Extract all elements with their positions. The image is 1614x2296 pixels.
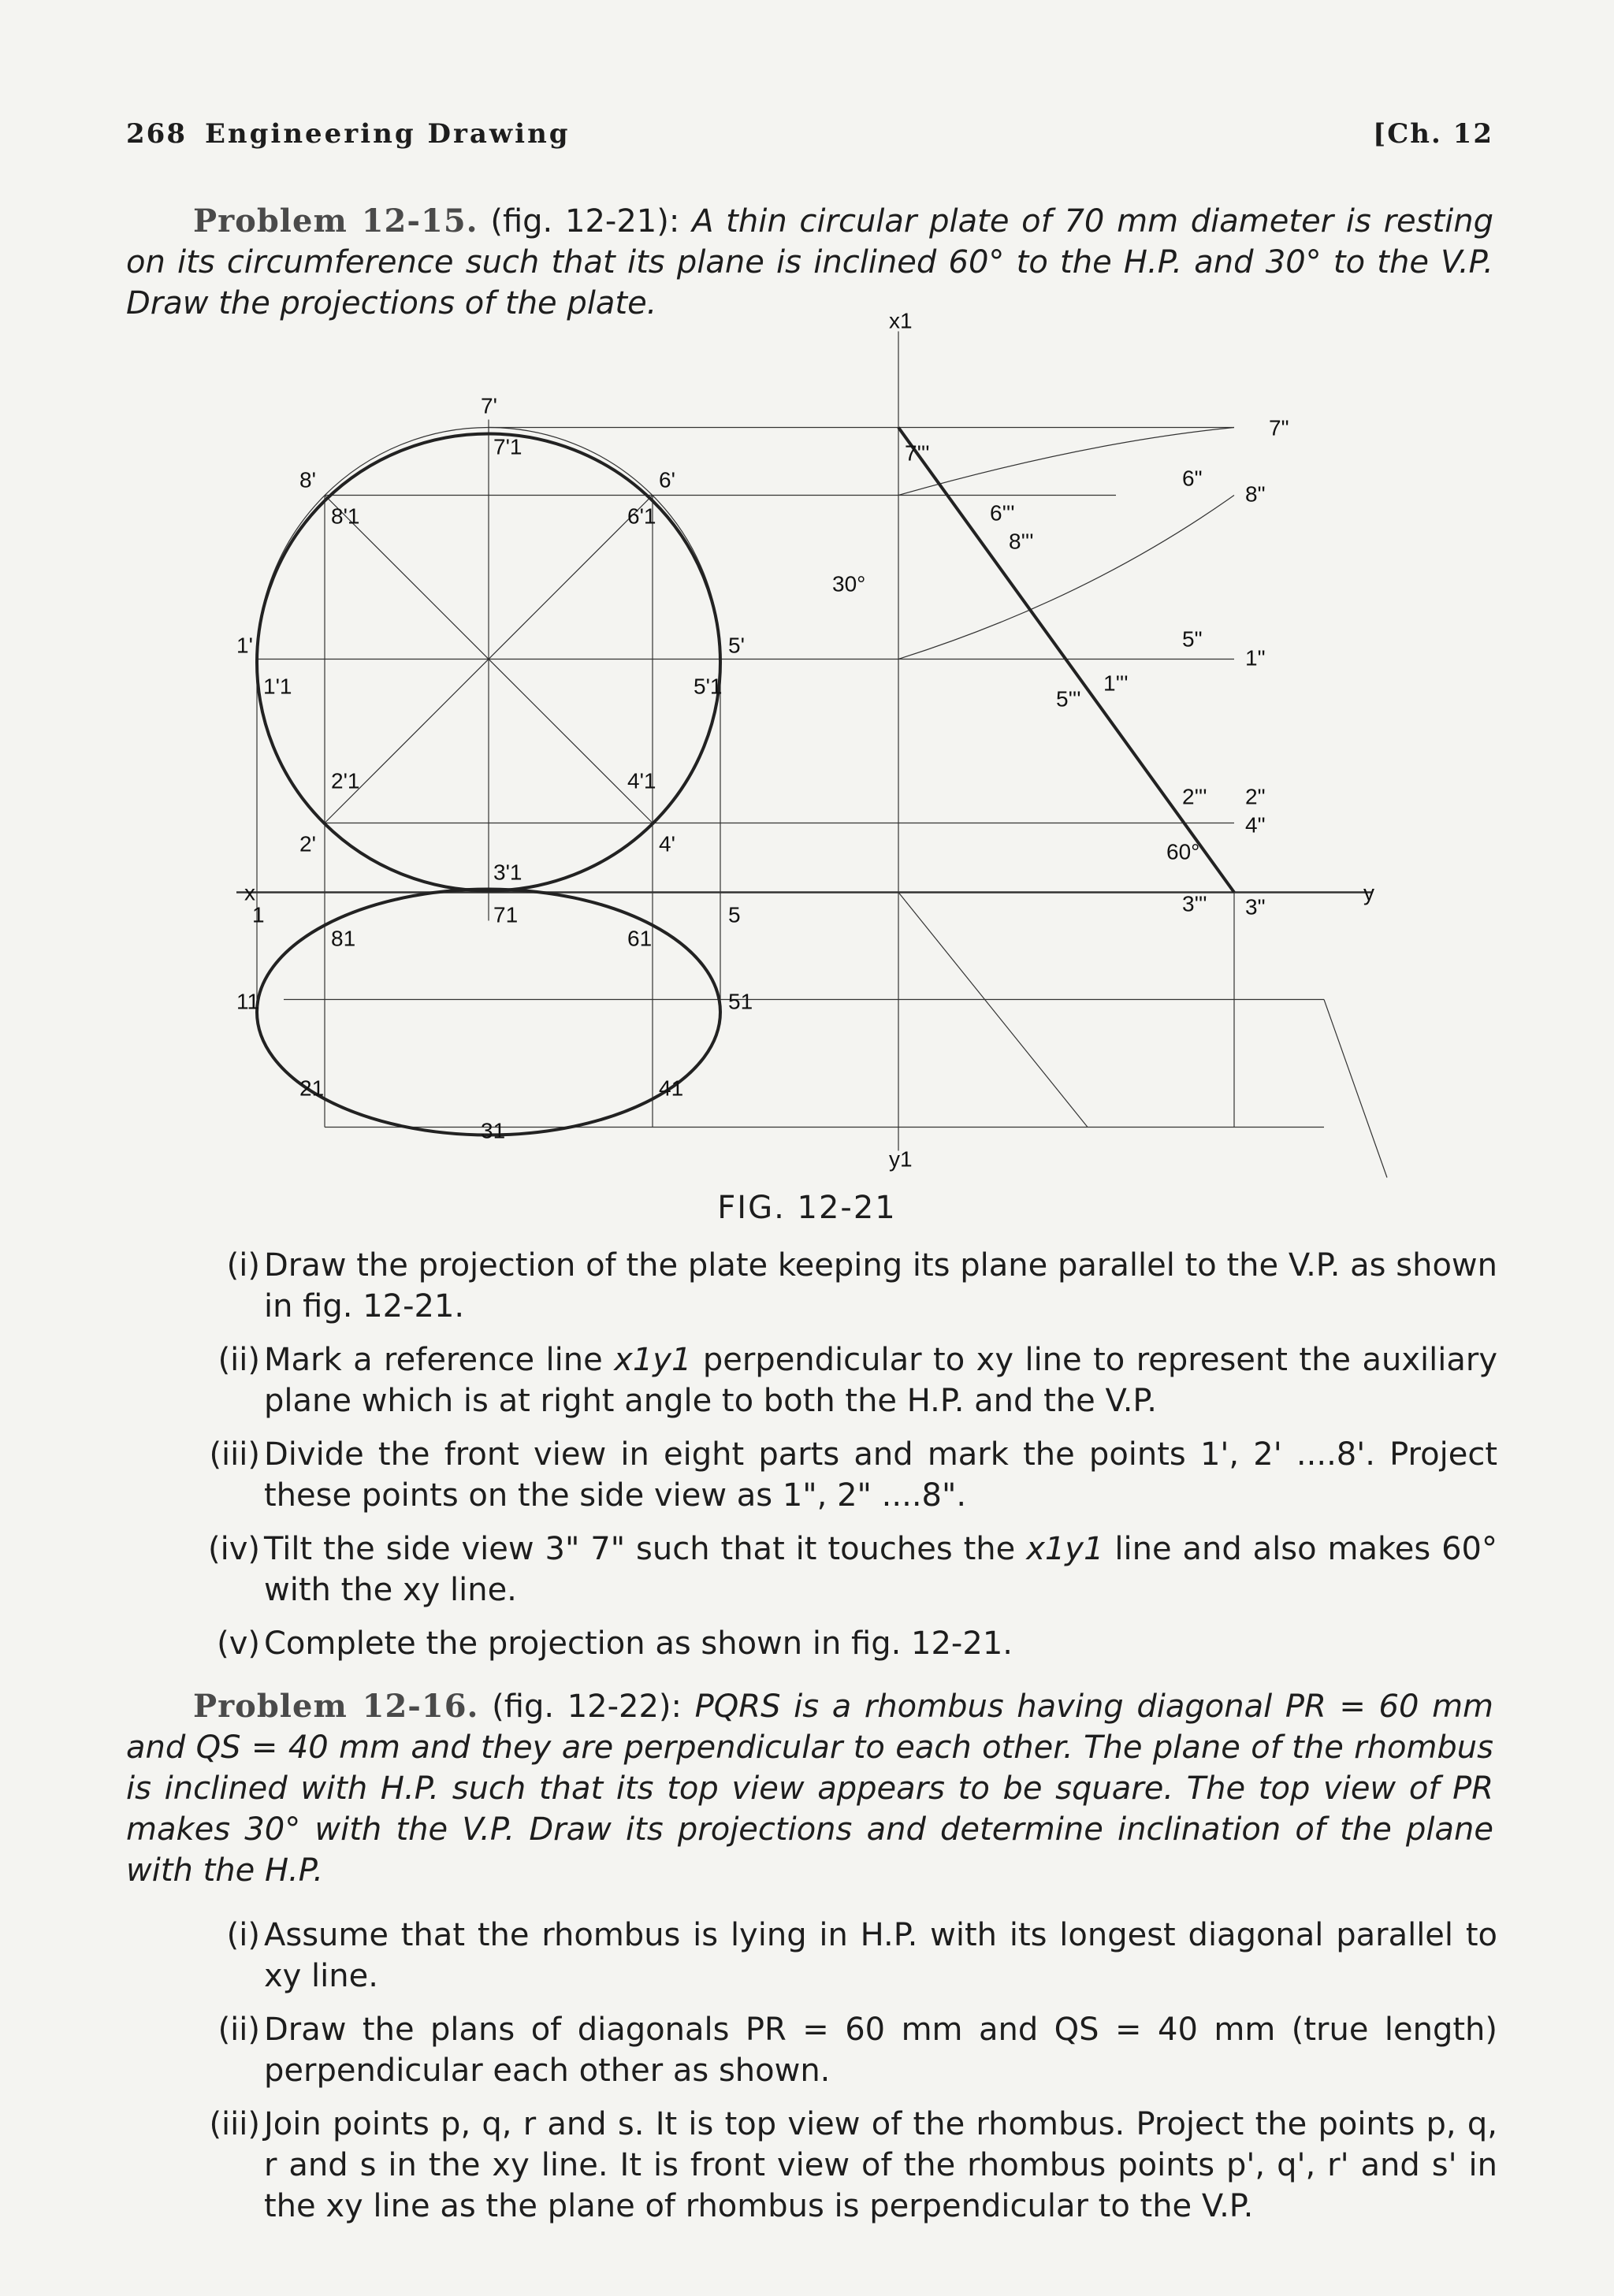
svg-text:y1: y1 <box>889 1146 913 1172</box>
step-item: (i) Draw the projection of the plate keeping its plane parallel to the V.P. as shown in fig. 12-21. <box>226 1247 1497 1324</box>
svg-text:2': 2' <box>299 831 316 856</box>
svg-text:11: 11 <box>236 989 260 1014</box>
svg-text:60°: 60° <box>1166 839 1200 864</box>
svg-text:5'1: 5'1 <box>694 674 723 699</box>
svg-text:3''': 3''' <box>1182 891 1207 916</box>
svg-text:4': 4' <box>659 831 675 856</box>
steps-problem-15 <box>189 1245 1497 1677</box>
figure-caption: FIG. 12-21 <box>717 1190 897 1226</box>
svg-text:7": 7" <box>1269 415 1289 440</box>
svg-text:21: 21 <box>299 1076 325 1101</box>
figure-reference: (fig. 12-21): <box>490 203 680 240</box>
svg-text:1''': 1''' <box>1103 671 1129 696</box>
chapter-label: [Ch. 12 <box>1373 118 1493 150</box>
problem-label: Problem 12-16. <box>193 1688 479 1725</box>
svg-text:6''': 6''' <box>990 500 1015 526</box>
svg-text:2": 2" <box>1245 784 1266 809</box>
svg-text:8': 8' <box>299 467 316 492</box>
svg-text:31: 31 <box>481 1118 506 1143</box>
step-item: (ii) Draw the plans of diagonals PR = 60 mm and QS = 40 mm (true length) perpendicular each other as shown. <box>218 2012 1497 2089</box>
svg-text:3'1: 3'1 <box>493 860 523 885</box>
svg-text:1": 1" <box>1245 645 1266 671</box>
svg-text:5': 5' <box>728 633 745 658</box>
step-item: (iii) Join points p, q, r and s. It is top view of the rhombus. Project the points p, q, r and s in the xy line. It is front view of the rhombus points p', q', r' and s' in the xy line as the plane of rhombus is perpendicular to the V.P. <box>209 2106 1497 2224</box>
projection-drawing <box>236 308 1387 1178</box>
svg-text:5: 5 <box>728 902 741 927</box>
figure-12-21 <box>236 308 1387 1178</box>
step-item: (ii) Mark a reference line x1y1 perpendicular to xy line to represent the auxiliary plane which is at right angle to both the H.P. and the V.P. <box>218 1342 1497 1419</box>
step-item: (iv) Tilt the side view 3" 7" such that it touches the x1y1 line and also makes 60° with the xy line. <box>208 1531 1497 1608</box>
problem-12-15-statement <box>126 201 1493 324</box>
problem-text: PQRS is a rhombus having diagonal PR = 60 mm and QS = 40 mm and they are perpendicular to each other. The plane of the rhombus is inclined with H.P. such that its top view appears to be square. The top view of PR makes 30° with the V.P. Draw its projections and determine inclination of the plane with the H.P. <box>126 1689 1494 1889</box>
svg-text:5''': 5''' <box>1056 686 1081 711</box>
step-item: (v) Complete the projection as shown in fig. 12-21. <box>217 1625 1013 1662</box>
figure-labels <box>236 309 1374 1172</box>
svg-text:2'1: 2'1 <box>331 768 360 793</box>
svg-text:61: 61 <box>627 926 653 951</box>
svg-text:7': 7' <box>481 393 497 418</box>
step-item: (i) Assume that the rhombus is lying in H.P. with its longest diagonal parallel to xy line. <box>226 1917 1497 1994</box>
svg-text:7'1: 7'1 <box>493 434 523 459</box>
svg-text:8'1: 8'1 <box>331 503 360 529</box>
svg-text:8": 8" <box>1245 481 1266 507</box>
svg-text:4'1: 4'1 <box>627 768 656 793</box>
svg-text:8''': 8''' <box>1009 529 1034 554</box>
svg-text:1'1: 1'1 <box>263 674 292 699</box>
svg-text:5": 5" <box>1182 626 1203 652</box>
book-title: Engineering Drawing <box>205 118 571 150</box>
svg-text:3": 3" <box>1245 894 1266 920</box>
svg-text:30°: 30° <box>832 571 866 596</box>
svg-text:6": 6" <box>1182 466 1203 491</box>
step-item: (iii) Divide the front view in eight parts and mark the points 1', 2' ....8'. Project these points on the side view as 1", 2" ....8". <box>209 1436 1497 1514</box>
svg-text:41: 41 <box>659 1076 684 1101</box>
svg-text:1: 1 <box>252 902 265 927</box>
page-header <box>126 118 1493 158</box>
svg-text:7''': 7''' <box>905 440 930 466</box>
svg-text:6'1: 6'1 <box>627 503 656 529</box>
svg-text:1': 1' <box>236 633 253 658</box>
svg-text:51: 51 <box>728 989 753 1014</box>
svg-text:x1: x1 <box>889 308 913 333</box>
svg-text:y: y <box>1363 880 1374 905</box>
svg-text:x: x <box>244 880 255 905</box>
steps-problem-16 <box>189 1915 1497 2239</box>
page-number: 268 <box>126 118 187 150</box>
svg-text:2''': 2''' <box>1182 784 1207 809</box>
figure-reference: (fig. 12-22): <box>492 1689 682 1725</box>
problem-label: Problem 12-15. <box>193 202 478 240</box>
svg-text:4": 4" <box>1245 812 1266 838</box>
svg-text:6': 6' <box>659 467 675 492</box>
problem-text: A thin circular plate of 70 mm diameter is resting on its circumference such that its plane is inclined 60° to the H.P. and 30° to the V.P. Draw the projections of the plate. <box>126 203 1494 321</box>
svg-text:71: 71 <box>493 902 519 927</box>
svg-text:81: 81 <box>331 926 356 951</box>
problem-12-16-statement <box>126 1686 1493 1891</box>
